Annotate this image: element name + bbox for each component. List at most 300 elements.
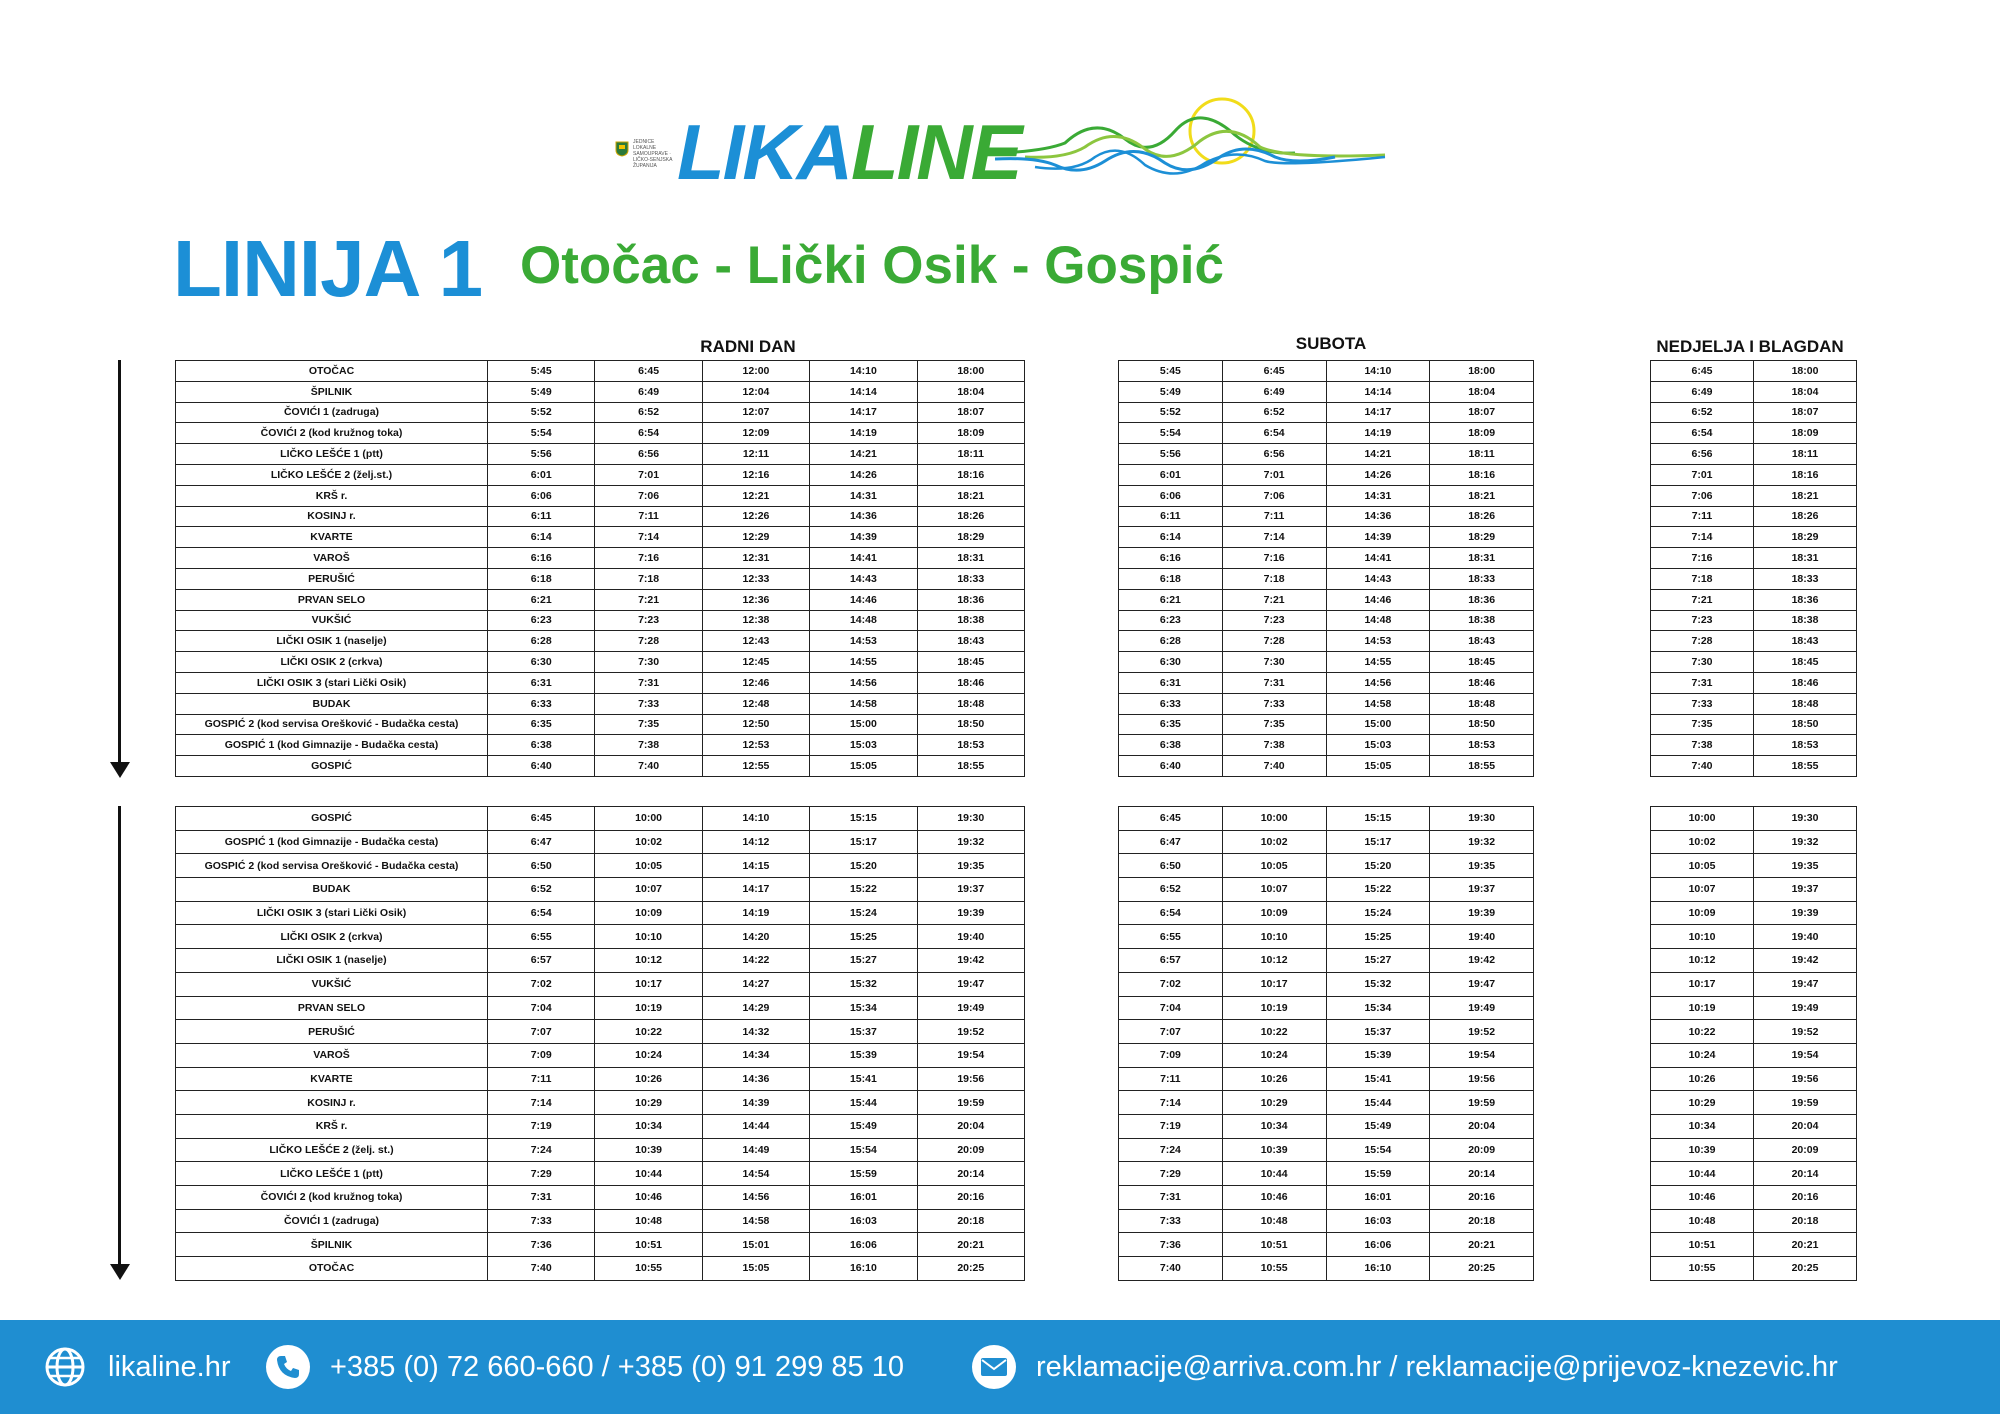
table-row xyxy=(1651,610,1857,631)
outbound-sunday-table xyxy=(1650,360,1857,777)
departure-time: 12:16 xyxy=(702,464,809,485)
table-row xyxy=(176,506,1025,527)
table-row xyxy=(1119,381,1534,402)
departure-time: 10:51 xyxy=(1222,1233,1326,1257)
departure-time: 7:35 xyxy=(1222,714,1326,735)
departure-time: 10:26 xyxy=(1222,1067,1326,1091)
departure-time: 14:10 xyxy=(1326,361,1430,382)
departure-time: 7:18 xyxy=(595,568,702,589)
stop-name: PERUŠIĆ xyxy=(176,1020,488,1044)
departure-time: 6:49 xyxy=(1222,381,1326,402)
departure-time: 18:45 xyxy=(1430,652,1534,673)
departure-time: 7:14 xyxy=(1119,1091,1223,1115)
departure-time: 18:11 xyxy=(1430,444,1534,465)
departure-time: 19:52 xyxy=(917,1020,1024,1044)
table-row xyxy=(176,444,1025,465)
departure-time: 6:57 xyxy=(488,949,595,973)
departure-time: 10:09 xyxy=(1651,901,1754,925)
departure-time: 18:21 xyxy=(1754,485,1857,506)
departure-time: 14:43 xyxy=(810,568,917,589)
outbound-saturday-table xyxy=(1118,360,1534,777)
departure-time: 6:06 xyxy=(1119,485,1223,506)
email-addresses[interactable]: reklamacije@arriva.com.hr / reklamacije@prijevoz-knezevic.hr xyxy=(1036,1350,1838,1383)
departure-time: 19:39 xyxy=(1754,901,1857,925)
table-row xyxy=(1119,1257,1534,1281)
departure-time: 7:38 xyxy=(1222,735,1326,756)
departure-time: 19:47 xyxy=(917,972,1024,996)
crest-caption: JEDNICE LOKALNE SAMOUPRAVE · LIČKO-SENJSKA ŽUPANIJA xyxy=(633,139,673,169)
departure-time: 15:39 xyxy=(1326,1043,1430,1067)
departure-time: 10:12 xyxy=(595,949,702,973)
departure-time: 14:29 xyxy=(702,996,809,1020)
departure-time: 12:33 xyxy=(702,568,809,589)
departure-time: 7:01 xyxy=(1222,464,1326,485)
departure-time: 6:49 xyxy=(595,381,702,402)
departure-time: 10:05 xyxy=(1222,854,1326,878)
stop-name: LIČKO LEŠĆE 2 (želj.st.) xyxy=(176,464,488,485)
stop-name: LIČKI OSIK 3 (stari Lički Osik) xyxy=(176,901,488,925)
table-row xyxy=(176,423,1025,444)
table-row xyxy=(1119,631,1534,652)
table-row xyxy=(176,1043,1025,1067)
table-row xyxy=(1651,1233,1857,1257)
departure-time: 18:33 xyxy=(1754,568,1857,589)
table-row xyxy=(1119,506,1534,527)
departure-time: 18:04 xyxy=(917,381,1024,402)
inbound-weekday-table xyxy=(175,806,1025,1281)
departure-time: 14:44 xyxy=(702,1114,809,1138)
departure-time: 15:15 xyxy=(810,807,917,831)
table-row xyxy=(176,568,1025,589)
departure-time: 7:28 xyxy=(1651,631,1754,652)
departure-time: 19:32 xyxy=(917,830,1024,854)
departure-time: 20:16 xyxy=(1430,1186,1534,1210)
table-row xyxy=(176,548,1025,569)
departure-time: 15:44 xyxy=(1326,1091,1430,1115)
departure-time: 20:18 xyxy=(1430,1209,1534,1233)
departure-time: 14:53 xyxy=(810,631,917,652)
departure-time: 7:35 xyxy=(595,714,702,735)
table-row xyxy=(1651,1162,1857,1186)
departure-time: 7:02 xyxy=(488,972,595,996)
departure-time: 19:52 xyxy=(1754,1020,1857,1044)
departure-time: 10:02 xyxy=(1651,830,1754,854)
stop-name: GOSPIĆ 1 (kod Gimnazije - Budačka cesta) xyxy=(176,830,488,854)
departure-time: 6:30 xyxy=(488,652,595,673)
departure-time: 7:28 xyxy=(595,631,702,652)
departure-time: 7:33 xyxy=(488,1209,595,1233)
departure-time: 7:31 xyxy=(1119,1186,1223,1210)
inbound-saturday-table xyxy=(1118,806,1534,1281)
departure-time: 14:19 xyxy=(1326,423,1430,444)
departure-time: 6:31 xyxy=(1119,672,1223,693)
departure-time: 10:24 xyxy=(1222,1043,1326,1067)
direction-arrow-outbound-icon xyxy=(110,762,130,778)
departure-time: 10:55 xyxy=(1651,1257,1754,1281)
lika-line-logo xyxy=(615,95,1395,196)
departure-time: 18:38 xyxy=(1430,610,1534,631)
departure-time: 10:02 xyxy=(1222,830,1326,854)
departure-time: 15:05 xyxy=(810,756,917,777)
departure-time: 15:37 xyxy=(810,1020,917,1044)
stop-name: LIČKI OSIK 1 (naselje) xyxy=(176,949,488,973)
departure-time: 14:53 xyxy=(1326,631,1430,652)
departure-time: 14:22 xyxy=(702,949,809,973)
departure-time: 10:34 xyxy=(1222,1114,1326,1138)
departure-time: 12:09 xyxy=(702,423,809,444)
stop-name: GOSPIĆ xyxy=(176,807,488,831)
table-row xyxy=(176,693,1025,714)
table-row xyxy=(1119,464,1534,485)
table-row xyxy=(1119,361,1534,382)
departure-time: 6:14 xyxy=(488,527,595,548)
departure-time: 15:20 xyxy=(1326,854,1430,878)
departure-time: 16:01 xyxy=(1326,1186,1430,1210)
departure-time: 18:55 xyxy=(1754,756,1857,777)
stop-name: BUDAK xyxy=(176,693,488,714)
table-row xyxy=(1651,464,1857,485)
departure-time: 6:28 xyxy=(488,631,595,652)
departure-time: 15:37 xyxy=(1326,1020,1430,1044)
stop-name: GOSPIĆ 1 (kod Gimnazije - Budačka cesta) xyxy=(176,735,488,756)
departure-time: 15:59 xyxy=(1326,1162,1430,1186)
departure-time: 20:14 xyxy=(1430,1162,1534,1186)
departure-time: 15:25 xyxy=(1326,925,1430,949)
departure-time: 10:22 xyxy=(595,1020,702,1044)
departure-time: 6:57 xyxy=(1119,949,1223,973)
phone-numbers[interactable]: +385 (0) 72 660-660 / +385 (0) 91 299 85 10 xyxy=(330,1350,904,1383)
departure-time: 15:05 xyxy=(702,1257,809,1281)
departure-time: 20:21 xyxy=(917,1233,1024,1257)
table-row xyxy=(1119,1020,1534,1044)
departure-time: 5:49 xyxy=(1119,381,1223,402)
departure-time: 12:26 xyxy=(702,506,809,527)
departure-time: 10:55 xyxy=(1222,1257,1326,1281)
departure-time: 14:36 xyxy=(702,1067,809,1091)
departure-time: 10:46 xyxy=(1651,1186,1754,1210)
departure-time: 10:51 xyxy=(1651,1233,1754,1257)
table-row xyxy=(1119,527,1534,548)
departure-time: 18:11 xyxy=(1754,444,1857,465)
stop-name: ČOVIĆI 1 (zadruga) xyxy=(176,1209,488,1233)
departure-time: 5:56 xyxy=(1119,444,1223,465)
table-row xyxy=(1651,925,1857,949)
departure-time: 18:31 xyxy=(1430,548,1534,569)
departure-time: 18:38 xyxy=(1754,610,1857,631)
departure-time: 20:16 xyxy=(917,1186,1024,1210)
direction-arrow-inbound-icon xyxy=(110,1264,130,1280)
departure-time: 6:21 xyxy=(1119,589,1223,610)
departure-time: 7:11 xyxy=(488,1067,595,1091)
stop-name: LIČKI OSIK 3 (stari Lički Osik) xyxy=(176,672,488,693)
departure-time: 10:48 xyxy=(595,1209,702,1233)
departure-time: 15:15 xyxy=(1326,807,1430,831)
departure-time: 19:54 xyxy=(917,1043,1024,1067)
departure-time: 20:21 xyxy=(1430,1233,1534,1257)
table-row xyxy=(176,610,1025,631)
table-row xyxy=(1119,830,1534,854)
table-row xyxy=(1119,949,1534,973)
departure-time: 10:09 xyxy=(595,901,702,925)
departure-time: 14:21 xyxy=(810,444,917,465)
table-row xyxy=(176,1091,1025,1115)
departure-time: 7:14 xyxy=(1222,527,1326,548)
departure-time: 14:20 xyxy=(702,925,809,949)
departure-time: 6:52 xyxy=(1651,402,1754,423)
departure-time: 6:35 xyxy=(1119,714,1223,735)
departure-time: 15:41 xyxy=(810,1067,917,1091)
departure-time: 14:34 xyxy=(702,1043,809,1067)
table-row xyxy=(176,925,1025,949)
departure-time: 14:26 xyxy=(810,464,917,485)
departure-time: 18:16 xyxy=(917,464,1024,485)
stop-name: GOSPIĆ xyxy=(176,756,488,777)
departure-time: 6:40 xyxy=(488,756,595,777)
departure-time: 18:31 xyxy=(917,548,1024,569)
departure-time: 18:33 xyxy=(1430,568,1534,589)
departure-time: 10:34 xyxy=(595,1114,702,1138)
departure-time: 15:17 xyxy=(1326,830,1430,854)
departure-time: 6:50 xyxy=(1119,854,1223,878)
table-row xyxy=(1119,485,1534,506)
departure-time: 7:21 xyxy=(1222,589,1326,610)
departure-time: 19:40 xyxy=(1430,925,1534,949)
departure-time: 5:49 xyxy=(488,381,595,402)
table-row xyxy=(1651,996,1857,1020)
departure-time: 7:23 xyxy=(1222,610,1326,631)
departure-time: 7:36 xyxy=(488,1233,595,1257)
table-row xyxy=(1651,402,1857,423)
departure-time: 10:12 xyxy=(1651,949,1754,973)
departure-time: 10:29 xyxy=(1651,1091,1754,1115)
departure-time: 15:32 xyxy=(810,972,917,996)
departure-time: 18:16 xyxy=(1430,464,1534,485)
departure-time: 7:33 xyxy=(595,693,702,714)
stop-name: VUKŠIĆ xyxy=(176,972,488,996)
departure-time: 19:49 xyxy=(1754,996,1857,1020)
table-row xyxy=(176,854,1025,878)
departure-time: 6:06 xyxy=(488,485,595,506)
departure-time: 18:45 xyxy=(1754,652,1857,673)
departure-time: 10:22 xyxy=(1651,1020,1754,1044)
table-row xyxy=(1651,361,1857,382)
departure-time: 15:05 xyxy=(1326,756,1430,777)
departure-time: 15:20 xyxy=(810,854,917,878)
departure-time: 7:40 xyxy=(595,756,702,777)
table-row xyxy=(1651,506,1857,527)
departure-time: 7:35 xyxy=(1651,714,1754,735)
table-row xyxy=(176,1162,1025,1186)
departure-time: 14:49 xyxy=(702,1138,809,1162)
departure-time: 10:07 xyxy=(1651,878,1754,902)
departure-time: 5:54 xyxy=(1119,423,1223,444)
departure-time: 6:14 xyxy=(1119,527,1223,548)
website-link[interactable]: likaline.hr xyxy=(108,1350,231,1383)
table-row xyxy=(1119,714,1534,735)
departure-time: 7:18 xyxy=(1222,568,1326,589)
table-row xyxy=(1119,1138,1534,1162)
departure-time: 6:18 xyxy=(488,568,595,589)
departure-time: 19:52 xyxy=(1430,1020,1534,1044)
departure-time: 6:23 xyxy=(488,610,595,631)
departure-time: 7:30 xyxy=(1222,652,1326,673)
departure-time: 7:02 xyxy=(1119,972,1223,996)
departure-time: 10:55 xyxy=(595,1257,702,1281)
departure-time: 6:54 xyxy=(488,901,595,925)
departure-time: 6:55 xyxy=(488,925,595,949)
departure-time: 6:35 xyxy=(488,714,595,735)
departure-time: 10:05 xyxy=(595,854,702,878)
departure-time: 15:22 xyxy=(1326,878,1430,902)
table-row xyxy=(176,1257,1025,1281)
departure-time: 6:45 xyxy=(1119,807,1223,831)
departure-time: 14:26 xyxy=(1326,464,1430,485)
departure-time: 10:26 xyxy=(595,1067,702,1091)
departure-time: 14:58 xyxy=(810,693,917,714)
departure-time: 7:11 xyxy=(1119,1067,1223,1091)
departure-time: 15:00 xyxy=(810,714,917,735)
departure-time: 14:17 xyxy=(810,402,917,423)
departure-time: 6:56 xyxy=(1651,444,1754,465)
departure-time: 7:16 xyxy=(1651,548,1754,569)
departure-time: 10:05 xyxy=(1651,854,1754,878)
departure-time: 18:33 xyxy=(917,568,1024,589)
departure-time: 14:39 xyxy=(702,1091,809,1115)
departure-time: 7:07 xyxy=(1119,1020,1223,1044)
table-row xyxy=(1651,972,1857,996)
departure-time: 6:33 xyxy=(1119,693,1223,714)
departure-time: 6:45 xyxy=(1222,361,1326,382)
departure-time: 10:12 xyxy=(1222,949,1326,973)
departure-time: 18:09 xyxy=(1754,423,1857,444)
departure-time: 19:59 xyxy=(1430,1091,1534,1115)
table-row xyxy=(1651,1020,1857,1044)
table-row xyxy=(176,878,1025,902)
table-row xyxy=(1651,1138,1857,1162)
departure-time: 18:26 xyxy=(917,506,1024,527)
table-row xyxy=(176,1209,1025,1233)
inbound-sunday-table xyxy=(1650,806,1857,1281)
departure-time: 6:45 xyxy=(1651,361,1754,382)
departure-time: 16:03 xyxy=(1326,1209,1430,1233)
table-row xyxy=(1119,735,1534,756)
table-row xyxy=(1651,693,1857,714)
footer-emails[interactable] xyxy=(972,1320,1838,1414)
stop-name: ŠPILNIK xyxy=(176,381,488,402)
departure-time: 6:21 xyxy=(488,589,595,610)
table-row xyxy=(1119,1114,1534,1138)
departure-time: 6:54 xyxy=(1651,423,1754,444)
departure-time: 12:53 xyxy=(702,735,809,756)
departure-time: 18:29 xyxy=(917,527,1024,548)
departure-time: 12:36 xyxy=(702,589,809,610)
table-row xyxy=(1651,735,1857,756)
departure-time: 18:43 xyxy=(917,631,1024,652)
departure-time: 7:06 xyxy=(1651,485,1754,506)
departure-time: 6:55 xyxy=(1119,925,1223,949)
departure-time: 19:54 xyxy=(1430,1043,1534,1067)
departure-time: 19:54 xyxy=(1754,1043,1857,1067)
departure-time: 19:56 xyxy=(1754,1067,1857,1091)
departure-time: 12:21 xyxy=(702,485,809,506)
departure-time: 6:01 xyxy=(1119,464,1223,485)
departure-time: 14:36 xyxy=(810,506,917,527)
table-row xyxy=(176,361,1025,382)
departure-time: 18:29 xyxy=(1754,527,1857,548)
departure-time: 18:21 xyxy=(1430,485,1534,506)
departure-time: 7:30 xyxy=(595,652,702,673)
departure-time: 6:52 xyxy=(595,402,702,423)
departure-time: 20:25 xyxy=(1754,1257,1857,1281)
departure-time: 18:31 xyxy=(1754,548,1857,569)
table-row xyxy=(176,949,1025,973)
departure-time: 15:54 xyxy=(1326,1138,1430,1162)
table-row xyxy=(1119,1067,1534,1091)
table-row xyxy=(176,830,1025,854)
departure-time: 7:19 xyxy=(488,1114,595,1138)
departure-time: 12:00 xyxy=(702,361,809,382)
footer-phones[interactable] xyxy=(266,1320,904,1414)
departure-time: 10:46 xyxy=(595,1186,702,1210)
departure-time: 18:55 xyxy=(917,756,1024,777)
departure-time: 14:41 xyxy=(1326,548,1430,569)
departure-time: 7:36 xyxy=(1119,1233,1223,1257)
departure-time: 10:39 xyxy=(1651,1138,1754,1162)
departure-time: 15:01 xyxy=(702,1233,809,1257)
departure-time: 14:48 xyxy=(1326,610,1430,631)
departure-time: 18:07 xyxy=(917,402,1024,423)
departure-time: 14:36 xyxy=(1326,506,1430,527)
table-row xyxy=(1651,1209,1857,1233)
table-row xyxy=(176,527,1025,548)
departure-time: 18:43 xyxy=(1754,631,1857,652)
departure-time: 20:04 xyxy=(917,1114,1024,1138)
departure-time: 18:04 xyxy=(1430,381,1534,402)
departure-time: 7:30 xyxy=(1651,652,1754,673)
departure-time: 10:29 xyxy=(595,1091,702,1115)
stop-name: PERUŠIĆ xyxy=(176,568,488,589)
departure-time: 7:11 xyxy=(595,506,702,527)
departure-time: 18:09 xyxy=(917,423,1024,444)
departure-time: 5:52 xyxy=(1119,402,1223,423)
departure-time: 7:14 xyxy=(1651,527,1754,548)
footer-website[interactable] xyxy=(44,1320,231,1414)
departure-time: 14:12 xyxy=(702,830,809,854)
stop-name: LIČKI OSIK 2 (crkva) xyxy=(176,652,488,673)
departure-time: 14:58 xyxy=(1326,693,1430,714)
table-row xyxy=(176,464,1025,485)
departure-time: 20:25 xyxy=(1430,1257,1534,1281)
departure-time: 7:19 xyxy=(1119,1114,1223,1138)
table-row xyxy=(1119,1091,1534,1115)
departure-time: 6:28 xyxy=(1119,631,1223,652)
table-row xyxy=(176,381,1025,402)
departure-time: 6:47 xyxy=(1119,830,1223,854)
departure-time: 6:18 xyxy=(1119,568,1223,589)
departure-time: 6:56 xyxy=(1222,444,1326,465)
departure-time: 20:04 xyxy=(1430,1114,1534,1138)
departure-time: 18:16 xyxy=(1754,464,1857,485)
departure-time: 18:50 xyxy=(1754,714,1857,735)
departure-time: 10:22 xyxy=(1222,1020,1326,1044)
departure-time: 7:14 xyxy=(595,527,702,548)
departure-time: 15:27 xyxy=(810,949,917,973)
departure-time: 10:39 xyxy=(1222,1138,1326,1162)
departure-time: 15:25 xyxy=(810,925,917,949)
table-row xyxy=(1651,672,1857,693)
departure-time: 15:32 xyxy=(1326,972,1430,996)
direction-arrow-inbound-line xyxy=(118,806,121,1270)
